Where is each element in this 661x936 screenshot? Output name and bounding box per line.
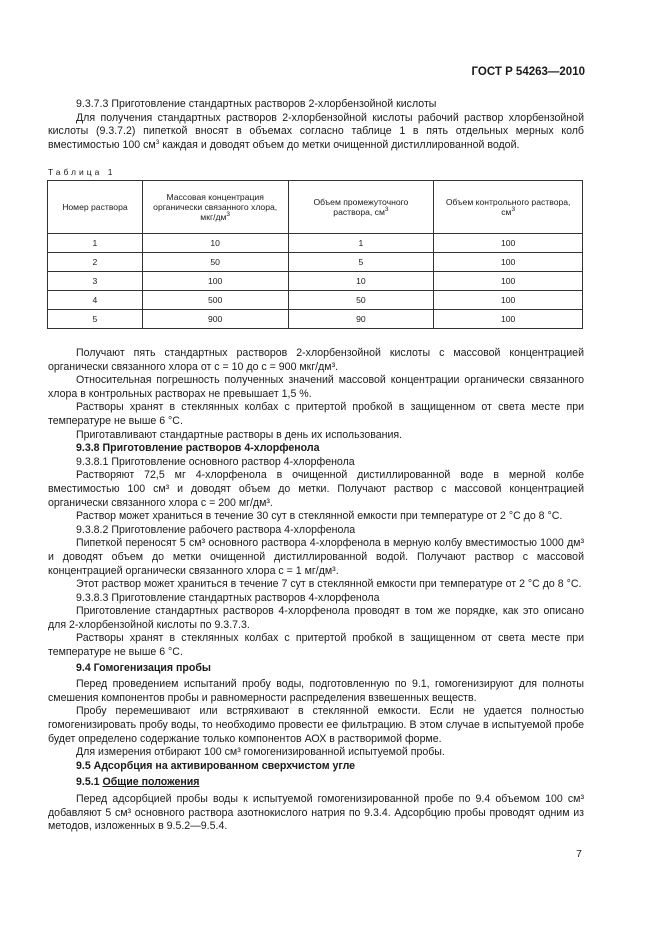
paragraph: [48, 112, 584, 153]
paragraph: Растворы хранят в стеклянных колбах с притертой пробкой в защищенном от света месте при температуре не выше 6 °С.: [48, 401, 584, 427]
subsection-title: 9.3.8.2 Приготовление рабочего раствора 4-хлорфенола: [76, 523, 356, 536]
page-number: 7: [576, 848, 582, 860]
table-cell: 2: [48, 253, 143, 272]
table-cell: 1: [288, 234, 434, 253]
header-text: Номер раствора: [62, 202, 128, 212]
document-code: ГОСТ Р 54263—2010: [471, 66, 585, 78]
subsection-title: 9.3.8.1 Приготовление основного раствор 4-хлорфенола: [76, 455, 355, 468]
table-cell: 4: [48, 291, 143, 310]
subsection-title: 9.3.8.3 Приготовление стандартных растворов 4-хлорфенола: [76, 591, 380, 604]
header-text: Объем промежуточного раствора, см: [313, 197, 409, 217]
table-caption: Таблица 1: [48, 167, 116, 177]
table-cell: 100: [434, 310, 583, 329]
table-row: [48, 291, 583, 310]
paragraph: Получают пять стандартных растворов 2-хлорбензойной кислоты с массовой концентрацией органически связанного хлора от c = 10 до c = 900 мкг/дм³.: [48, 347, 584, 373]
table-row: [48, 310, 583, 329]
header-mass-concentration: [142, 181, 288, 234]
table-row: [48, 272, 583, 291]
table-cell: 10: [142, 234, 288, 253]
paragraph: Пипеткой переносят 5 см³ основного раствора 4-хлорфенола в мерную колбу вместимостью 1000 дм³ и доводят объем до метки очищенной дистиллированной водой. Получают раствор с массовой концентрацией органически связанного хлора c = 1 мг/дм³.: [48, 537, 584, 577]
table-cell: 100: [434, 272, 583, 291]
header-control-volume: [434, 181, 583, 234]
superscript: 3: [511, 206, 516, 213]
superscript: 3: [155, 138, 160, 146]
paragraph: Растворяют 72,5 мг 4-хлорфенола в очищенной дистиллированной воде в мерной колбе вместимостью 100 см³ и доводят объем до метки. Получают раствор с массовой концентрацией органически связанного хлора c = 200 мг/дм³.: [48, 469, 584, 509]
section-title: 9.3.7.3 Приготовление стандартных растворов 2-хлорбензойной кислоты: [76, 98, 437, 110]
header-intermediate-volume: [288, 181, 434, 234]
table-cell: 10: [288, 272, 434, 291]
table-cell: 5: [48, 310, 143, 329]
table-cell: 100: [434, 253, 583, 272]
paragraph: Пробу перемешивают или встряхивают в стеклянной емкости. Если не удается полностью гомогенизировать пробу воды, то необходимо провести ее фильтрацию. В этом случае в испытуемой пробе будет определено содержание только компонентов АОХ в растворимой форме.: [48, 705, 584, 745]
paragraph: Приготавливают стандартные растворы в день их использования.: [76, 428, 403, 441]
paragraph: Относительная погрешность полученных значений массовой концентрации органически связанного хлора в контрольных растворах не превышает 1,5 %.: [48, 374, 584, 400]
header-text: Объем контрольного раствора, см: [445, 197, 571, 217]
paragraph: Приготовление стандартных растворов 4-хлорфенола проводят в том же порядке, как это описано для 2-хлорбензойной кислоты по 9.3.7.3.: [48, 605, 584, 631]
superscript: 3: [226, 211, 231, 218]
superscript: 3: [384, 206, 389, 213]
table-cell: 1: [48, 234, 143, 253]
table-cell: 50: [288, 291, 434, 310]
paragraph: Перед адсорбцией пробы воды к испытуемой гомогенизированной пробе по 9.4 объемом 100 см³ добавляют 5 см³ основного раствора азотнокислого натрия по 9.3.4. Адсорбцию пробы проводят одним из методов, изложенных в 9.5.2—9.5.4.: [48, 793, 584, 833]
subsection-title: Общие положения: [102, 776, 200, 789]
table-cell: 900: [142, 310, 288, 329]
table-cell: 100: [142, 272, 288, 291]
paragraph: Перед проведением испытаний пробу воды, подготовленную по 9.1, гомогенизируют для полноты смешения компонентов пробы и равномерности распределения взвешенных веществ.: [48, 678, 584, 704]
table-row: [48, 234, 583, 253]
section-heading-9-4: 9.4 Гомогенизация пробы: [76, 661, 211, 674]
section-heading-9-5: 9.5 Адсорбция на активированном сверхчистом угле: [76, 759, 356, 772]
subsection-heading-9-5-1: [48, 776, 584, 790]
subsection-number: 9.5.1: [76, 776, 103, 789]
table-cell: 3: [48, 272, 143, 291]
main-body: [48, 347, 584, 834]
paragraph-text: каждая и доводят объем до метки очищенной дистиллированной водой.: [159, 138, 520, 151]
paragraph: Раствор может храниться в течение 30 сут в стеклянной емкости при температуре от 2 °С до 8 °С.: [76, 510, 563, 523]
table-row: [48, 253, 583, 272]
section-heading-9-3-8: 9.3.8 Приготовление растворов 4-хлорфенола: [76, 442, 320, 455]
header-solution-number: [48, 181, 143, 234]
table-1: [47, 180, 583, 329]
section-9-3-7-3: [48, 98, 584, 152]
paragraph: Для измерения отбирают 100 см³ гомогенизированной испытуемой пробы.: [76, 746, 445, 759]
paragraph: Растворы хранят в стеклянных колбах с притертой пробкой в защищенном от света месте при температуре не выше 6 °С.: [48, 632, 584, 659]
table-header-row: [48, 181, 583, 234]
table-cell: 90: [288, 310, 434, 329]
table-cell: 500: [142, 291, 288, 310]
paragraph-text: Для получения стандартных растворов 2-хлорбензойной кислоты рабочий раствор хлорбензойной кислоты (9.3.7.2) пипеткой вносят в объемах согласно таблице 1 в пять отдельных мерных колб вместимостью 100 см: [48, 111, 584, 151]
table-cell: 100: [434, 234, 583, 253]
paragraph: Этот раствор может храниться в течение 7 сут в стеклянной емкости при температуре от 2 °С до 8 °С.: [76, 578, 582, 591]
header-text: Массовая концентрация органически связанного хлора, мкг/дм: [153, 192, 278, 222]
table-cell: 50: [142, 253, 288, 272]
table-cell: 5: [288, 253, 434, 272]
table-cell: 100: [434, 291, 583, 310]
